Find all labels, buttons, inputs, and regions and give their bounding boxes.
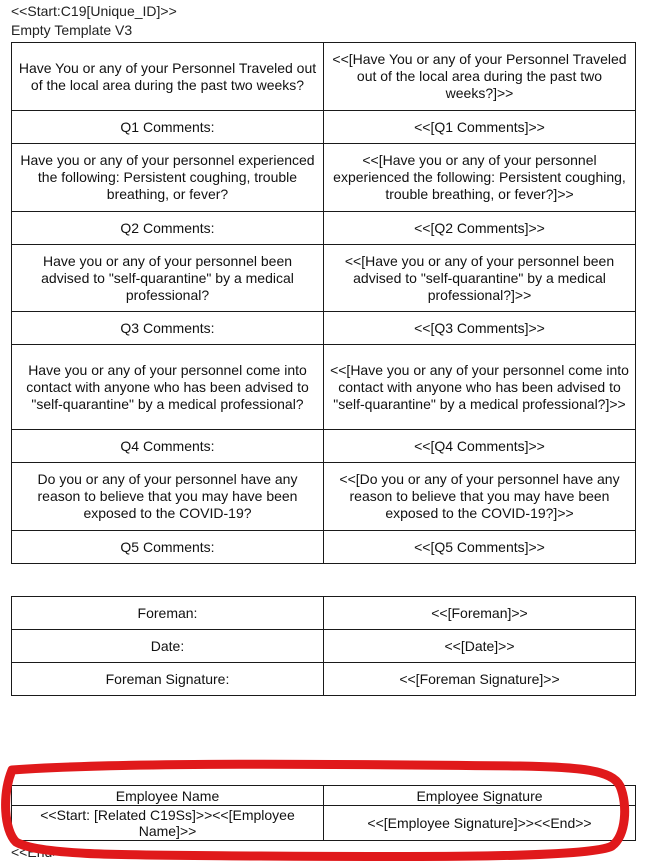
date-row bbox=[12, 630, 636, 663]
employee-row bbox=[12, 806, 636, 841]
comment-label: Q4 Comments: bbox=[12, 430, 324, 463]
comment-label: Q5 Comments: bbox=[12, 531, 324, 564]
question-field: <<[Have you or any of your personnel been advised to "self-quarantine" by a medical professional?]>> bbox=[324, 245, 636, 312]
comment-row bbox=[12, 111, 636, 144]
question-field: <<[Have You or any of your Personnel Traveled out of the local area during the past two weeks?]>> bbox=[324, 43, 636, 111]
foreman-field: <<[Foreman]>> bbox=[324, 597, 636, 630]
foreman-row bbox=[12, 597, 636, 630]
question-row bbox=[12, 144, 636, 212]
questions-table bbox=[11, 42, 636, 564]
comment-row bbox=[12, 531, 636, 564]
comment-row bbox=[12, 430, 636, 463]
employee-table bbox=[11, 785, 636, 841]
question-row bbox=[12, 345, 636, 430]
foreman-signature-label: Foreman Signature: bbox=[12, 663, 324, 696]
question-row bbox=[12, 43, 636, 111]
question-label: Have You or any of your Personnel Traveled out of the local area during the past two weeks? bbox=[12, 43, 324, 111]
template-name: Empty Template V3 bbox=[11, 22, 133, 38]
comment-field: <<[Q4 Comments]>> bbox=[324, 430, 636, 463]
employee-name-field: <<Start: [Related C19Ss]>><<[Employee Name]>> bbox=[12, 806, 324, 841]
question-row bbox=[12, 463, 636, 531]
question-row bbox=[12, 245, 636, 312]
end-tag: <<End>> bbox=[11, 844, 69, 860]
question-label: Have you or any of your personnel experienced the following: Persistent coughing, trouble breathing, or fever? bbox=[12, 144, 324, 212]
date-label: Date: bbox=[12, 630, 324, 663]
comment-label: Q1 Comments: bbox=[12, 111, 324, 144]
question-label: Do you or any of your personnel have any reason to believe that you may have been exposed to the COVID-19? bbox=[12, 463, 324, 531]
question-field: <<[Have you or any of your personnel come into contact with anyone who has been advised to "self-quarantine" by a medical professional?]>> bbox=[324, 345, 636, 430]
employee-signature-header: Employee Signature bbox=[324, 786, 636, 806]
foreman-table bbox=[11, 596, 636, 696]
question-field: <<[Have you or any of your personnel experienced the following: Persistent coughing, trouble breathing, or fever?]>> bbox=[324, 144, 636, 212]
foreman-signature-row bbox=[12, 663, 636, 696]
comment-label: Q2 Comments: bbox=[12, 212, 324, 245]
question-label: Have you or any of your personnel been advised to "self-quarantine" by a medical professional? bbox=[12, 245, 324, 312]
comment-field: <<[Q2 Comments]>> bbox=[324, 212, 636, 245]
employee-name-header: Employee Name bbox=[12, 786, 324, 806]
employee-signature-field: <<[Employee Signature]>><<End>> bbox=[324, 806, 636, 841]
comment-row bbox=[12, 212, 636, 245]
foreman-label: Foreman: bbox=[12, 597, 324, 630]
date-field: <<[Date]>> bbox=[324, 630, 636, 663]
comment-field: <<[Q3 Comments]>> bbox=[324, 312, 636, 345]
foreman-signature-field: <<[Foreman Signature]>> bbox=[324, 663, 636, 696]
employee-header-row bbox=[12, 786, 636, 806]
comment-field: <<[Q5 Comments]>> bbox=[324, 531, 636, 564]
question-field: <<[Do you or any of your personnel have any reason to believe that you may have been exposed to the COVID-19?]>> bbox=[324, 463, 636, 531]
start-tag: <<Start:C19[Unique_ID]>> bbox=[11, 3, 177, 19]
question-label: Have you or any of your personnel come into contact with anyone who has been advised to "self-quarantine" by a medical professional? bbox=[12, 345, 324, 430]
comment-label: Q3 Comments: bbox=[12, 312, 324, 345]
comment-row bbox=[12, 312, 636, 345]
comment-field: <<[Q1 Comments]>> bbox=[324, 111, 636, 144]
